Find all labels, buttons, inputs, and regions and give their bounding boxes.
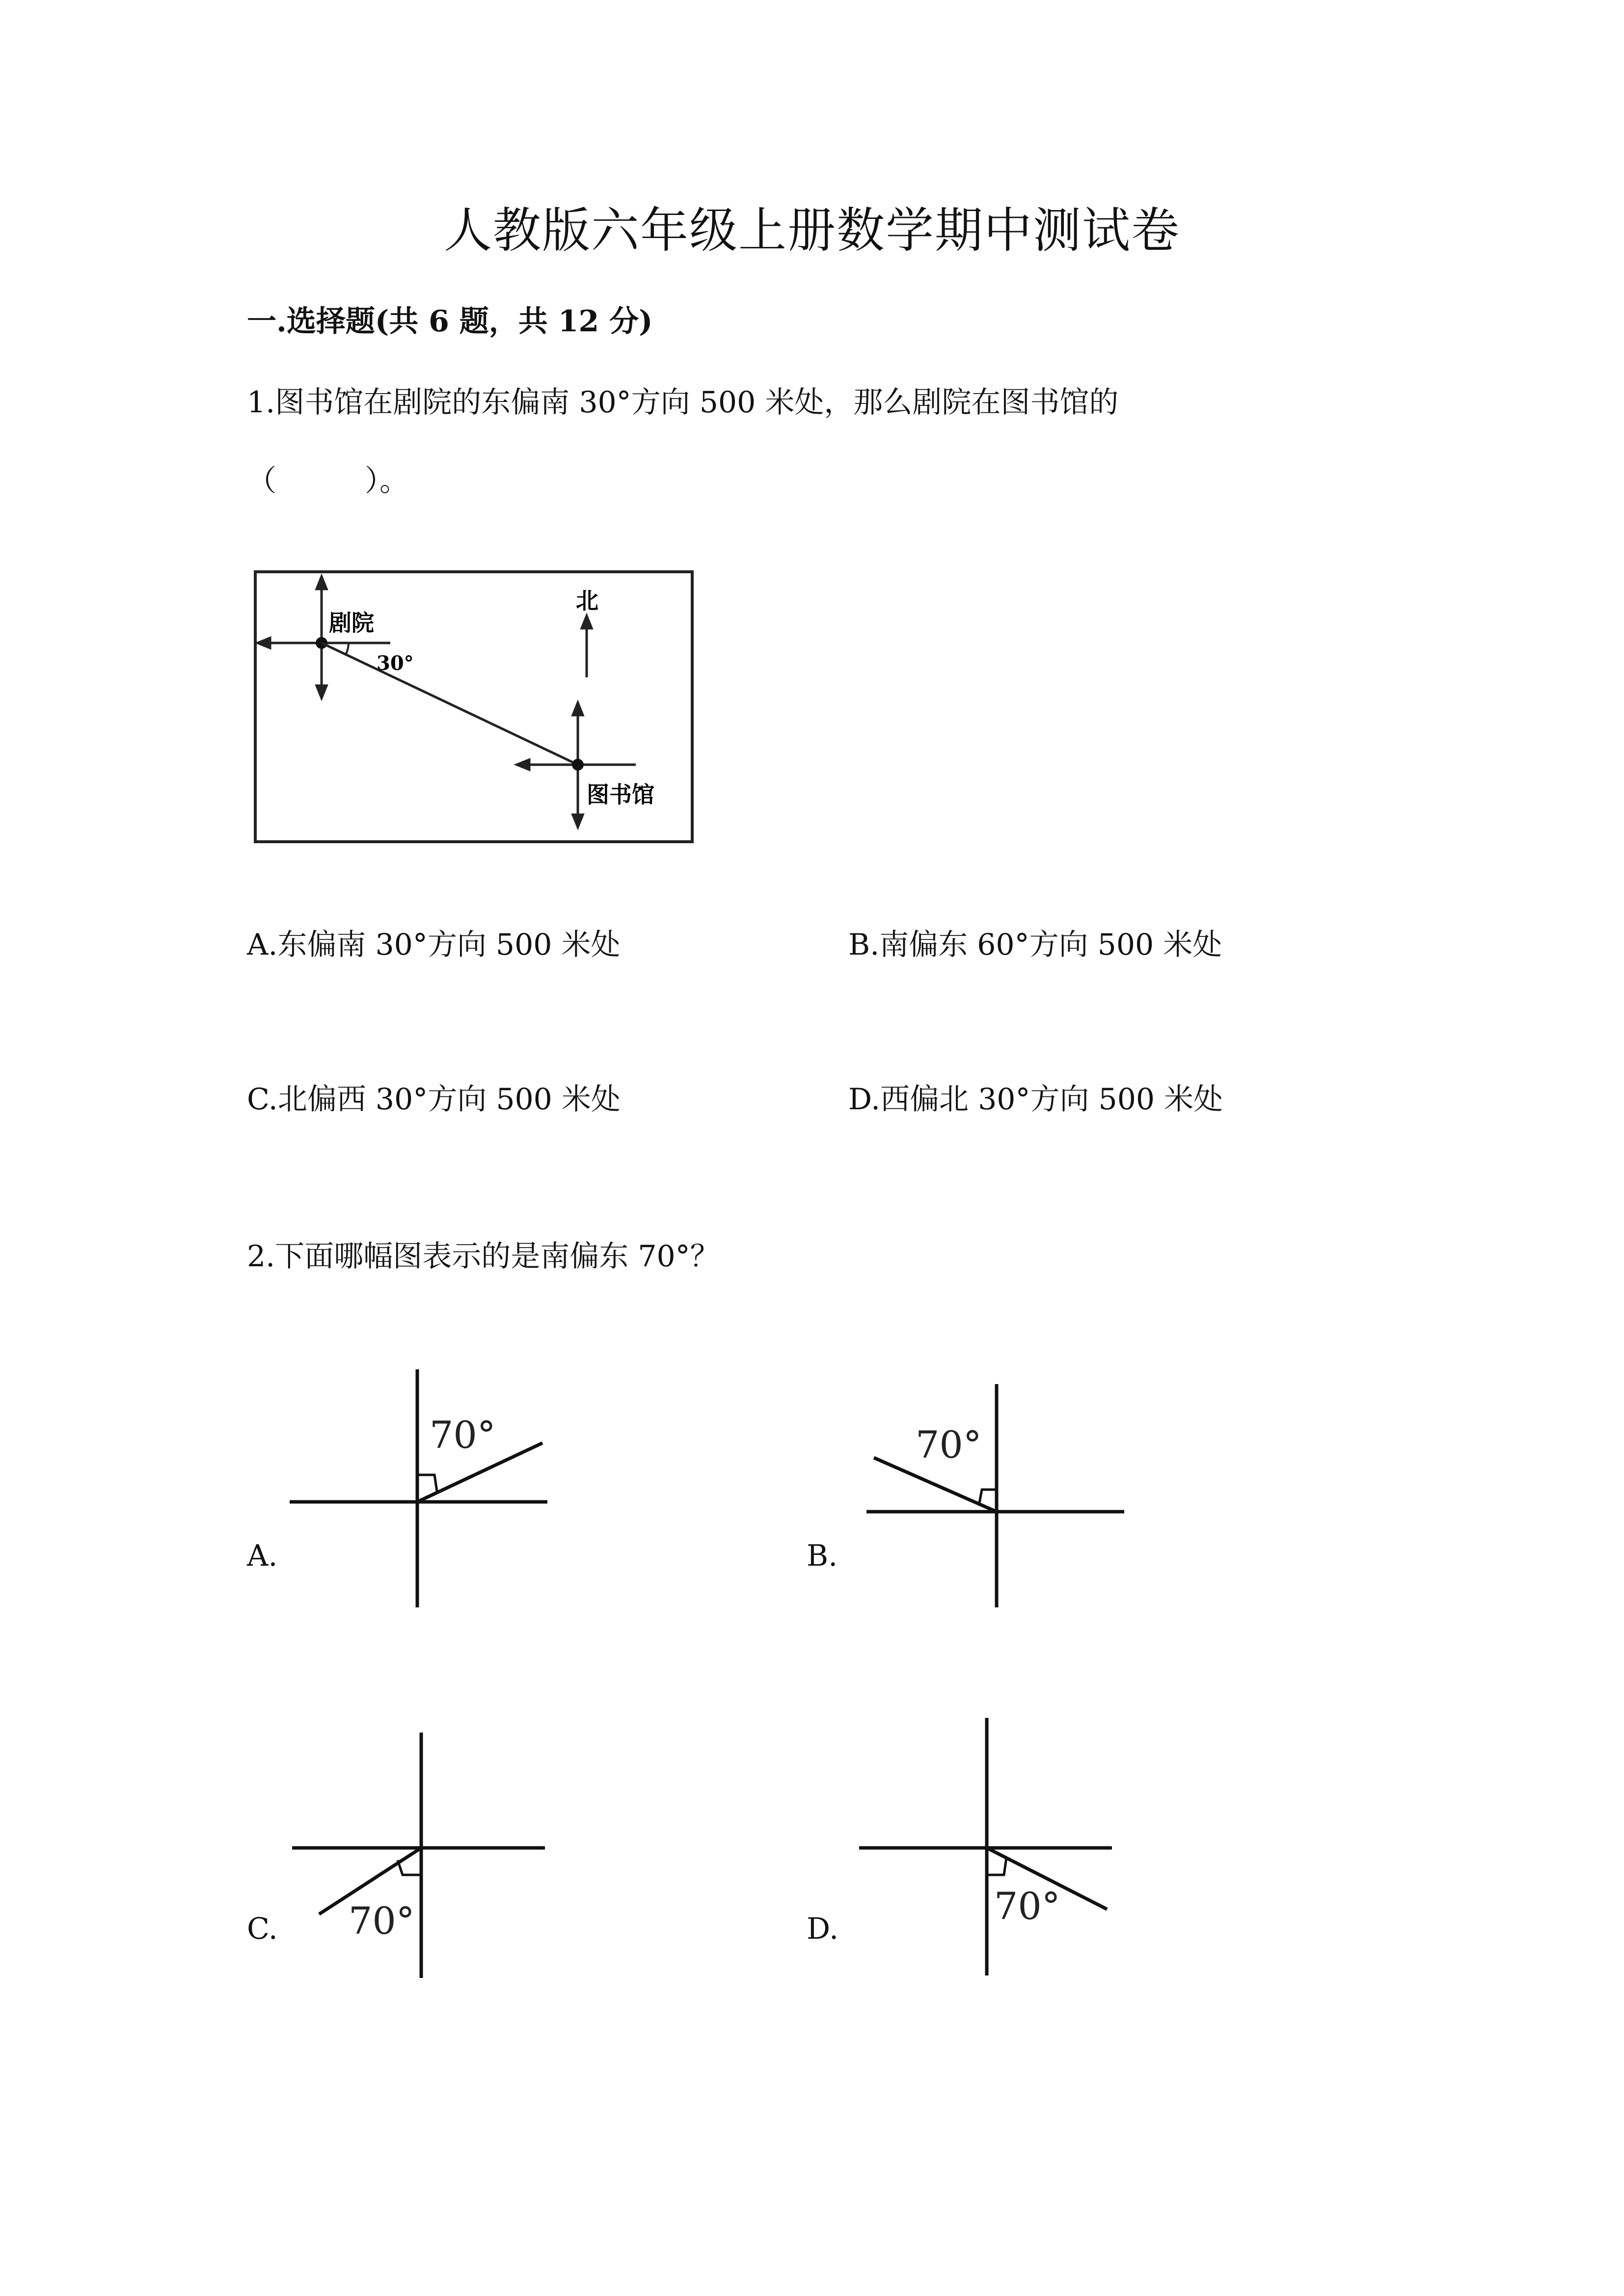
q2-figure-d xyxy=(857,1718,1122,1978)
question-1-figure xyxy=(248,569,700,849)
q1-option-d: D.西偏北 30°方向 500 米处 xyxy=(848,1082,1223,1117)
question-2-text: 2.下面哪幅图表示的是南偏东 70°？ xyxy=(247,1239,720,1274)
q2-option-b-label: B. xyxy=(807,1539,838,1573)
connecting-line xyxy=(322,643,578,765)
angle-label: 30° xyxy=(377,652,414,675)
question-1-text: 1.图书馆在剧院的东偏南 30°方向 500 米处，那么剧院在图书馆的 xyxy=(247,385,1119,420)
section-heading: 一.选择题(共 6 题，共 12 分) xyxy=(247,304,653,339)
library-point xyxy=(572,759,584,771)
theater-label: 剧院 xyxy=(329,610,374,636)
angle-label: 70° xyxy=(349,1899,415,1943)
q2-option-c-label: C. xyxy=(247,1912,278,1946)
question-1-blank: （ ）。 xyxy=(247,464,409,498)
angle-arc xyxy=(346,643,349,654)
q2-figure-a xyxy=(287,1369,552,1615)
q2-option-a-label: A. xyxy=(247,1539,278,1573)
theater-compass xyxy=(258,577,390,698)
angle-label: 70° xyxy=(994,1884,1060,1928)
north-arrow-icon xyxy=(582,616,592,677)
page-title: 人教版六年级上册数学期中测试卷 xyxy=(443,203,1180,259)
north-label: 北 xyxy=(576,587,598,614)
q2-figure-b xyxy=(864,1384,1129,1615)
q1-option-c: C.北偏西 30°方向 500 米处 xyxy=(247,1082,621,1117)
q2-figure-c xyxy=(290,1733,555,1983)
q1-option-a: A.东偏南 30°方向 500 米处 xyxy=(247,928,621,962)
q1-option-b: B.南偏东 60°方向 500 米处 xyxy=(848,928,1222,962)
q2-option-d-label: D. xyxy=(807,1912,839,1946)
angle-label: 70° xyxy=(430,1413,496,1457)
angle-label: 70° xyxy=(916,1423,982,1467)
library-label: 图书馆 xyxy=(587,781,654,808)
